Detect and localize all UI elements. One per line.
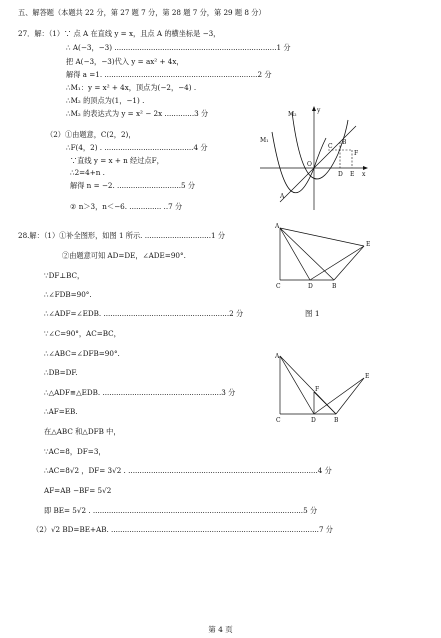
q27-line-7: ∴M₂ 的表达式为 y = x² − 2x .............3 分 [66,109,209,118]
line-y-eq-x [280,126,359,202]
page-footer: 第 4 页 [208,625,233,634]
q27-line-1: 27．解：（1）∵ 点 A 在直线 y = x，且点 A 的横坐标是 −3， [18,29,221,38]
q27-part2-line-5: 解得 n = −2. ............................5 分 [70,181,196,190]
tri1-label-c: C [276,283,281,290]
triangle-figure-1 [270,220,374,290]
tri2-label-e: E [365,373,370,380]
q28-line-14: AF=AB −BF= 5√2 [44,486,112,495]
tri2-label-f: F [315,386,320,393]
q27-part2-line-2: ∴F(4，2) . .......................................4 分 [66,143,208,152]
label-b: B [342,139,347,146]
q27-line-4: 解得 a =1. ...................................................................2 分 [66,70,272,79]
label-x: x [362,171,366,178]
q27-part2-line-6: ② n＞3，n＜−6. .............. ..7 分 [70,202,183,211]
parabola-figure [258,104,370,212]
tri1-label-e: E [366,241,371,248]
label-f: F [354,150,359,157]
q28-line-2: ②由题意可知 AD=DE，∠ADE=90°. [62,251,186,260]
section-header: 五、解答题（本题共 22 分，第 27 题 7 分，第 28 题 7 分，第 29 题 8 分） [18,8,266,17]
q27-line-6: ∴M₂ 的顶点为(1，−1) . [66,96,145,105]
label-y: y [317,107,321,114]
q28-line-10: ∴AF=EB. [44,407,78,416]
q28-line-3: ∵DF⊥BC， [44,271,85,280]
q28-line-1: 28.解：（1）①补全图形，如图 1 所示. .............................1 分 [18,231,226,240]
label-o: O [307,161,312,168]
q27-part2-line-4: ∴2=4+n . [70,168,105,177]
tri2-label-c: C [276,417,281,424]
label-a: A [280,193,285,200]
figure-1-caption: 图 1 [305,309,320,318]
q28-line-11: 在△ABC 和△DFB 中， [44,427,121,436]
m2-curve [292,112,348,179]
label-m2: M₂ [288,111,297,118]
q27-line-5: ∴M₁：y = x² + 4x，顶点为(−2，−4) . [66,83,197,92]
tri2-label-d: D [311,417,316,424]
q27-part2-line-1: （2）①由题意，C(2，2)， [46,130,136,139]
label-m1: M₁ [260,137,269,144]
triangle-figure-2 [270,350,374,424]
q27-line-3: 把 A(−3，−3)代入 y = ax² + 4x， [66,57,184,66]
q28-line-8: ∴DB=DF. [44,368,78,377]
q28-line-7: ∴∠ABC=∠DFB=90°. [44,349,120,358]
q28-line-13: ∴AC=8√2 ，DF= 3√2 . ...................................................................................4 分 [44,466,332,475]
label-e: E [350,171,355,178]
m1-curve [272,132,326,193]
q28-line-4: ∴∠FDB=90°. [44,290,92,299]
q28-line-6: ∵∠C=90°，AC=BC， [44,329,121,338]
tri2-label-b: B [334,417,339,424]
tri2-label-a: A [275,353,280,360]
q27-line-2: ∴ A(−3，−3) .......................................................................1 分 [66,43,291,52]
tri1-label-b: B [332,283,337,290]
label-c: C [328,143,333,150]
q28-line-9: ∴△ADF≌△EDB. ....................................................3 分 [44,388,236,397]
q27-part2-line-3: ∵直线 y = x + n 经过点F， [70,156,164,165]
q28-line-15: 即 BE= 5√2 . ............................................................................................5 分 [44,506,318,515]
q28-line-16: （2）√2 BD=BE+AB. ...........................................................................................7 分 [32,525,333,534]
tri1-label-d: D [308,283,313,290]
q28-line-12: ∵AC=8，DF=3， [44,447,106,456]
q28-line-5: ∴∠ADF=∠EDB. .......................................................2 分 [44,309,244,318]
label-d: D [338,171,343,178]
tri1-label-a: A [275,223,280,230]
